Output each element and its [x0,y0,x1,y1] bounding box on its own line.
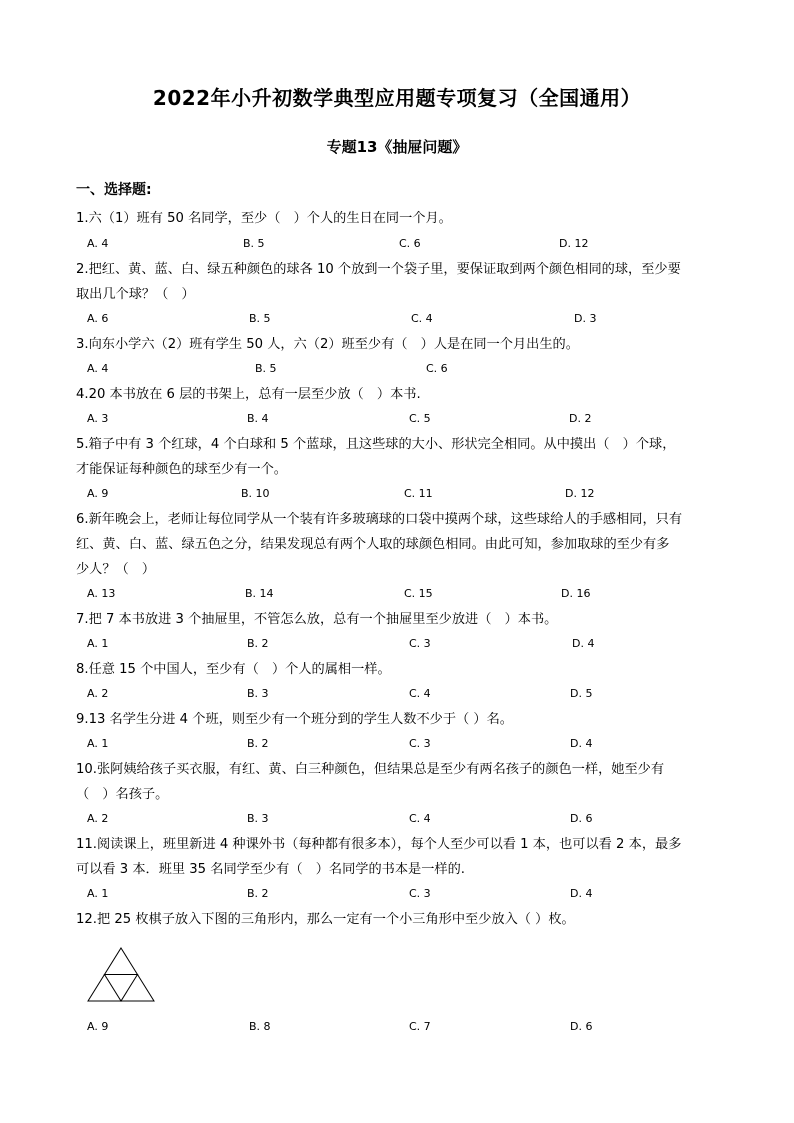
option-d: D. 3 [574,312,597,325]
question-line: 红、黄、白、蓝、绿五色之分，结果发现总有两个人取的球颜色相同。由此可知，参加取球的至少有多 [76,537,670,552]
question-11 [76,832,724,882]
question-line: 少人？（ ） [76,562,156,577]
option-b: B. 3 [247,687,269,700]
option-c: C. 4 [409,687,431,700]
question-line: 1.六（1）班有 50 名同学，至少（ ）个人的生日在同一个月。 [76,211,452,226]
option-c: C. 6 [426,362,448,375]
option-a: A. 1 [87,887,109,900]
question-4-options [87,412,727,432]
option-b: B. 2 [247,887,269,900]
option-c: C. 6 [399,237,421,250]
option-d: D. 16 [561,587,591,600]
option-c: C. 15 [404,587,433,600]
question-5-options [87,487,727,507]
question-1 [76,206,724,231]
question-12-options [87,1020,727,1040]
question-3-options [87,362,727,382]
option-d: D. 6 [570,812,593,825]
option-a: A. 2 [87,687,109,700]
option-a: A. 9 [87,1020,109,1033]
option-d: D. 2 [569,412,592,425]
document-subtitle: 专题13《抽屉问题》 [326,138,468,156]
question-12 [76,907,724,932]
option-a: A. 6 [87,312,109,325]
question-line: 6.新年晚会上，老师让每位同学从一个装有许多玻璃球的口袋中摸两个球，这些球给人的手感相同，只有 [76,512,683,527]
question-2-options [87,312,727,332]
option-c: C. 11 [404,487,433,500]
question-line: 3.向东小学六（2）班有学生 50 人，六（2）班至少有（ ）人是在同一个月出生的。 [76,337,579,352]
question-line: 9.13 名学生分进 4 个班，则至少有一个班分到的学生人数不少于（ ）名。 [76,712,513,727]
option-b: B. 4 [247,412,269,425]
option-a: A. 1 [87,637,109,650]
option-c: C. 4 [411,312,433,325]
option-c: C. 4 [409,812,431,825]
question-10-options [87,812,727,832]
question-line: 4.20 本书放在 6 层的书架上，总有一层至少放（ ）本书. [76,387,421,402]
question-8-options [87,687,727,707]
question-line: 7.把 7 本书放进 3 个抽屉里，不管怎么放，总有一个抽屉里至少放进（ ）本书。 [76,612,558,627]
option-c: C. 5 [409,412,431,425]
question-1-options [87,237,727,257]
question-line: 5.箱子中有 3 个红球，4 个白球和 5 个蓝球，且这些球的大小、形状完全相同。从中摸出（ ）个球， [76,437,676,452]
option-c: C. 7 [409,1020,431,1033]
question-9-options [87,737,727,757]
option-b: B. 5 [255,362,277,375]
option-a: A. 9 [87,487,109,500]
option-b: B. 5 [249,312,271,325]
option-d: D. 12 [559,237,589,250]
question-2 [76,257,724,307]
question-10 [76,757,724,807]
option-a: A. 4 [87,237,109,250]
option-d: D. 4 [570,737,593,750]
question-7 [76,607,724,632]
question-6-options [87,587,727,607]
option-a: A. 4 [87,362,109,375]
question-line: 11.阅读课上，班里新进 4 种课外书（每种都有很多本），每个人至少可以看 1 本，也可以看 2 本，最多 [76,837,682,852]
option-d: D. 6 [570,1020,593,1033]
option-c: C. 3 [409,737,431,750]
option-d: D. 5 [570,687,593,700]
option-b: B. 8 [249,1020,271,1033]
option-b: B. 2 [247,637,269,650]
option-d: D. 4 [572,637,595,650]
question-9 [76,707,724,732]
question-7-options [87,637,727,657]
section-heading: 一、选择题: [76,182,152,198]
option-c: C. 3 [409,637,431,650]
question-11-options [87,887,727,907]
question-line: 10.张阿姨给孩子买衣服，有红、黄、白三种颜色，但结果总是至少有两名孩子的颜色一样，她至少有 [76,762,665,777]
question-line: 2.把红、黄、蓝、白、绿五种颜色的球各 10 个放到一个袋子里，要保证取到两个颜色相同的球，至少要 [76,262,681,277]
question-8 [76,657,724,682]
document-title: 2022年小升初数学典型应用题专项复习（全国通用） [152,86,642,110]
question-6 [76,507,724,582]
option-d: D. 12 [565,487,595,500]
option-b: B. 10 [241,487,270,500]
option-a: A. 3 [87,412,109,425]
question-4 [76,382,724,407]
question-line: 12.把 25 枚棋子放入下图的三角形内，那么一定有一个小三角形中至少放入（ ）枚。 [76,912,575,927]
option-d: D. 4 [570,887,593,900]
question-line: 取出几个球？（ ） [76,287,195,302]
option-a: A. 1 [87,737,109,750]
question-5 [76,432,724,482]
option-b: B. 2 [247,737,269,750]
question-line: 8.任意 15 个中国人，至少有（ ）个人的属相一样。 [76,662,391,677]
question-line: 可以看 3 本．班里 35 名同学至少有（ ）名同学的书本是一样的. [76,862,466,877]
option-a: A. 13 [87,587,116,600]
option-b: B. 14 [245,587,274,600]
inner-triangle [105,975,138,1002]
question-3 [76,332,724,357]
option-c: C. 3 [409,887,431,900]
question-line: 才能保证每种颜色的球至少有一个。 [76,462,287,477]
question-line: （ ）名孩子。 [76,787,169,802]
triangle-figure [87,946,157,1004]
option-b: B. 5 [243,237,265,250]
option-b: B. 3 [247,812,269,825]
option-a: A. 2 [87,812,109,825]
